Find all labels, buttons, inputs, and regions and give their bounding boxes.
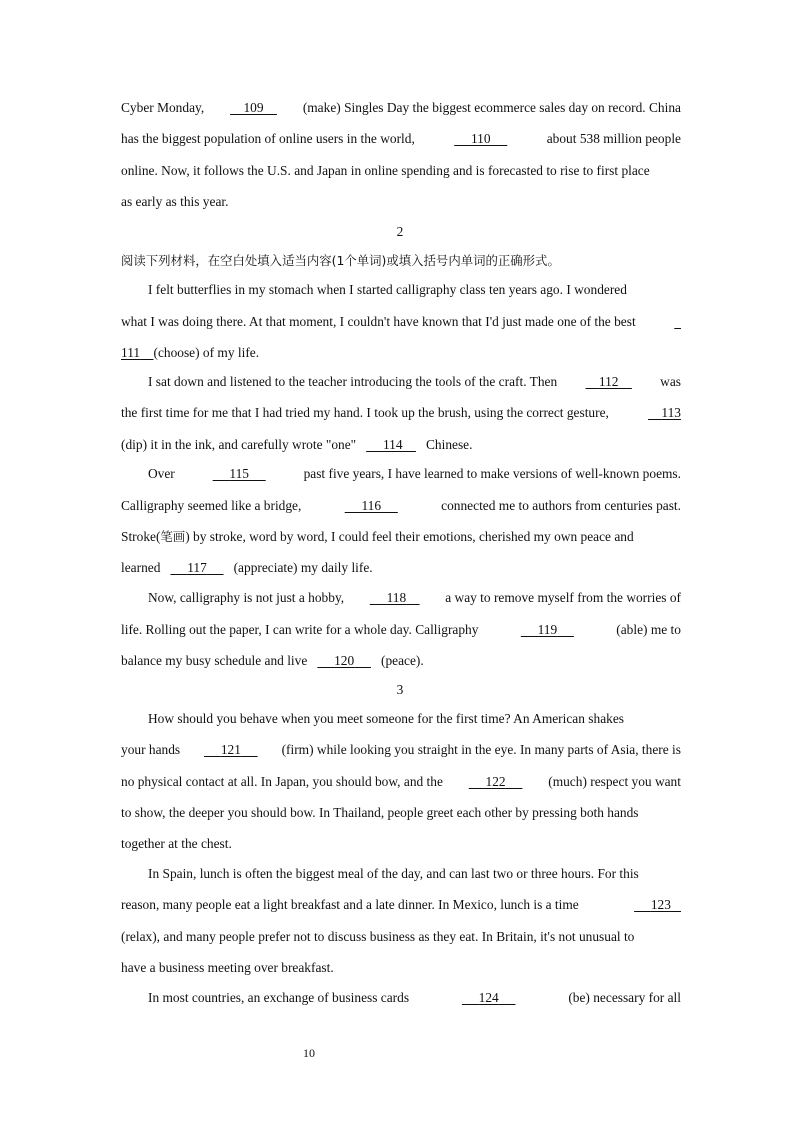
text: (be) necessary for all [568, 990, 681, 1005]
blank-117: 117 [187, 560, 207, 575]
text: connected me to authors from centuries past. [441, 498, 681, 513]
text: (appreciate) my daily life. [233, 560, 373, 575]
text: the first time for me that I had tried my hand. I took up the brush, using the correct gesture, [121, 405, 609, 420]
text: Cyber Monday, [121, 100, 205, 115]
paragraph-line [148, 988, 681, 1008]
section-number: 2 [396, 224, 404, 239]
blank-123: 123 [650, 897, 671, 912]
paragraph-line: to show, the deeper you should bow. In Thailand, people greet each other by pressing both hands [121, 805, 639, 820]
paragraph-line [148, 372, 681, 392]
blank-121: 121 [220, 742, 241, 757]
paragraph-line [121, 435, 681, 455]
blank-111: 111 [121, 345, 141, 360]
paragraph-line [121, 527, 681, 547]
blank-112: 112 [598, 374, 619, 389]
blank-114: 114 [382, 437, 403, 452]
paragraph-line [121, 895, 681, 915]
text: (make) Singles Day the biggest ecommerce sales day on record. China [302, 100, 681, 115]
text: Over [148, 466, 175, 481]
blank-115: 115 [229, 466, 249, 481]
text: (firm) while looking you straight in the eye. In many parts of Asia, there is [281, 742, 681, 757]
blank-120: 120 [334, 653, 355, 668]
text: a way to remove myself from the worries of [445, 590, 681, 605]
text: past five years, I have learned to make versions of well-known poems. [303, 466, 681, 481]
paragraph-line: How should you behave when you meet someone for the first time? An American shakes [148, 711, 624, 726]
text: learned [121, 560, 161, 575]
paragraph-line [121, 496, 681, 516]
paragraph-line: I felt butterflies in my stomach when I started calligraphy class ten years ago. I wondered [148, 282, 627, 297]
paragraph-line [121, 558, 681, 578]
page-number: 10 [303, 1046, 315, 1060]
text: I sat down and listened to the teacher introducing the tools of the craft. Then [148, 374, 558, 389]
blank-110: 110 [470, 131, 491, 146]
blank-116: 116 [361, 498, 382, 513]
paragraph-line [148, 464, 681, 484]
text: (dip) it in the ink, and carefully wrote "one" [121, 437, 357, 452]
text: reason, many people eat a light breakfast and a late dinner. In Mexico, lunch is a time [121, 897, 579, 912]
paragraph-line [121, 740, 681, 760]
text: (much) respect you want [548, 774, 681, 789]
paragraph-line [121, 620, 681, 640]
text: was [660, 374, 681, 389]
paragraph-line [121, 651, 681, 671]
paragraph-line [121, 312, 681, 332]
paragraph-line [121, 129, 681, 149]
paragraph-line [121, 98, 681, 118]
paragraph-line [148, 588, 681, 608]
text: Calligraphy seemed like a bridge, [121, 498, 302, 513]
paragraph-line: as early as this year. [121, 194, 229, 209]
paragraph-line [121, 772, 681, 792]
blank-124: 124 [478, 990, 499, 1005]
text: (able) me to [616, 622, 681, 637]
text: has the biggest population of online users in the world, [121, 131, 415, 146]
text: your hands [121, 742, 181, 757]
blank-109: 109 [243, 100, 264, 115]
blank-122: 122 [485, 774, 506, 789]
paragraph-line: online. Now, it follows the U.S. and Japan in online spending and is forecasted to rise to first place [121, 163, 650, 178]
blank-113: 113 [661, 405, 681, 420]
text: (peace). [380, 653, 424, 668]
text: Stroke(笔画) by stroke, word by word, I could feel their emotions, cherished my own peace and [121, 529, 634, 544]
text: what I was doing there. At that moment, I couldn't have known that I'd just made one of the best [121, 314, 636, 329]
text: no physical contact at all. In Japan, you should bow, and the [121, 774, 443, 789]
paragraph-line: have a business meeting over breakfast. [121, 960, 334, 975]
text: about 538 million people [546, 131, 681, 146]
text: (choose) of my life. [153, 345, 260, 360]
paragraph-line: (relax), and many people prefer not to discuss business as they eat. In Britain, it's not unusual to [121, 929, 635, 944]
blank-119: 119 [537, 622, 558, 637]
paragraph-line: In Spain, lunch is often the biggest meal of the day, and can last two or three hours. For this [148, 866, 639, 881]
blank-111-start [674, 312, 681, 332]
text: life. Rolling out the paper, I can write for a whole day. Calligraphy [121, 622, 479, 637]
instruction: 阅读下列材料，在空白处填入适当内容(1个单词)或填入括号内单词的正确形式。 [121, 253, 560, 268]
paragraph-line [121, 343, 681, 363]
blank-118: 118 [386, 590, 407, 605]
text: Chinese. [425, 437, 473, 452]
paragraph-line [121, 403, 681, 423]
text: In most countries, an exchange of business cards [148, 990, 410, 1005]
paragraph-line: together at the chest. [121, 836, 232, 851]
section-number: 3 [396, 682, 404, 697]
text: balance my busy schedule and live [121, 653, 308, 668]
text: Now, calligraphy is not just a hobby, [148, 590, 345, 605]
